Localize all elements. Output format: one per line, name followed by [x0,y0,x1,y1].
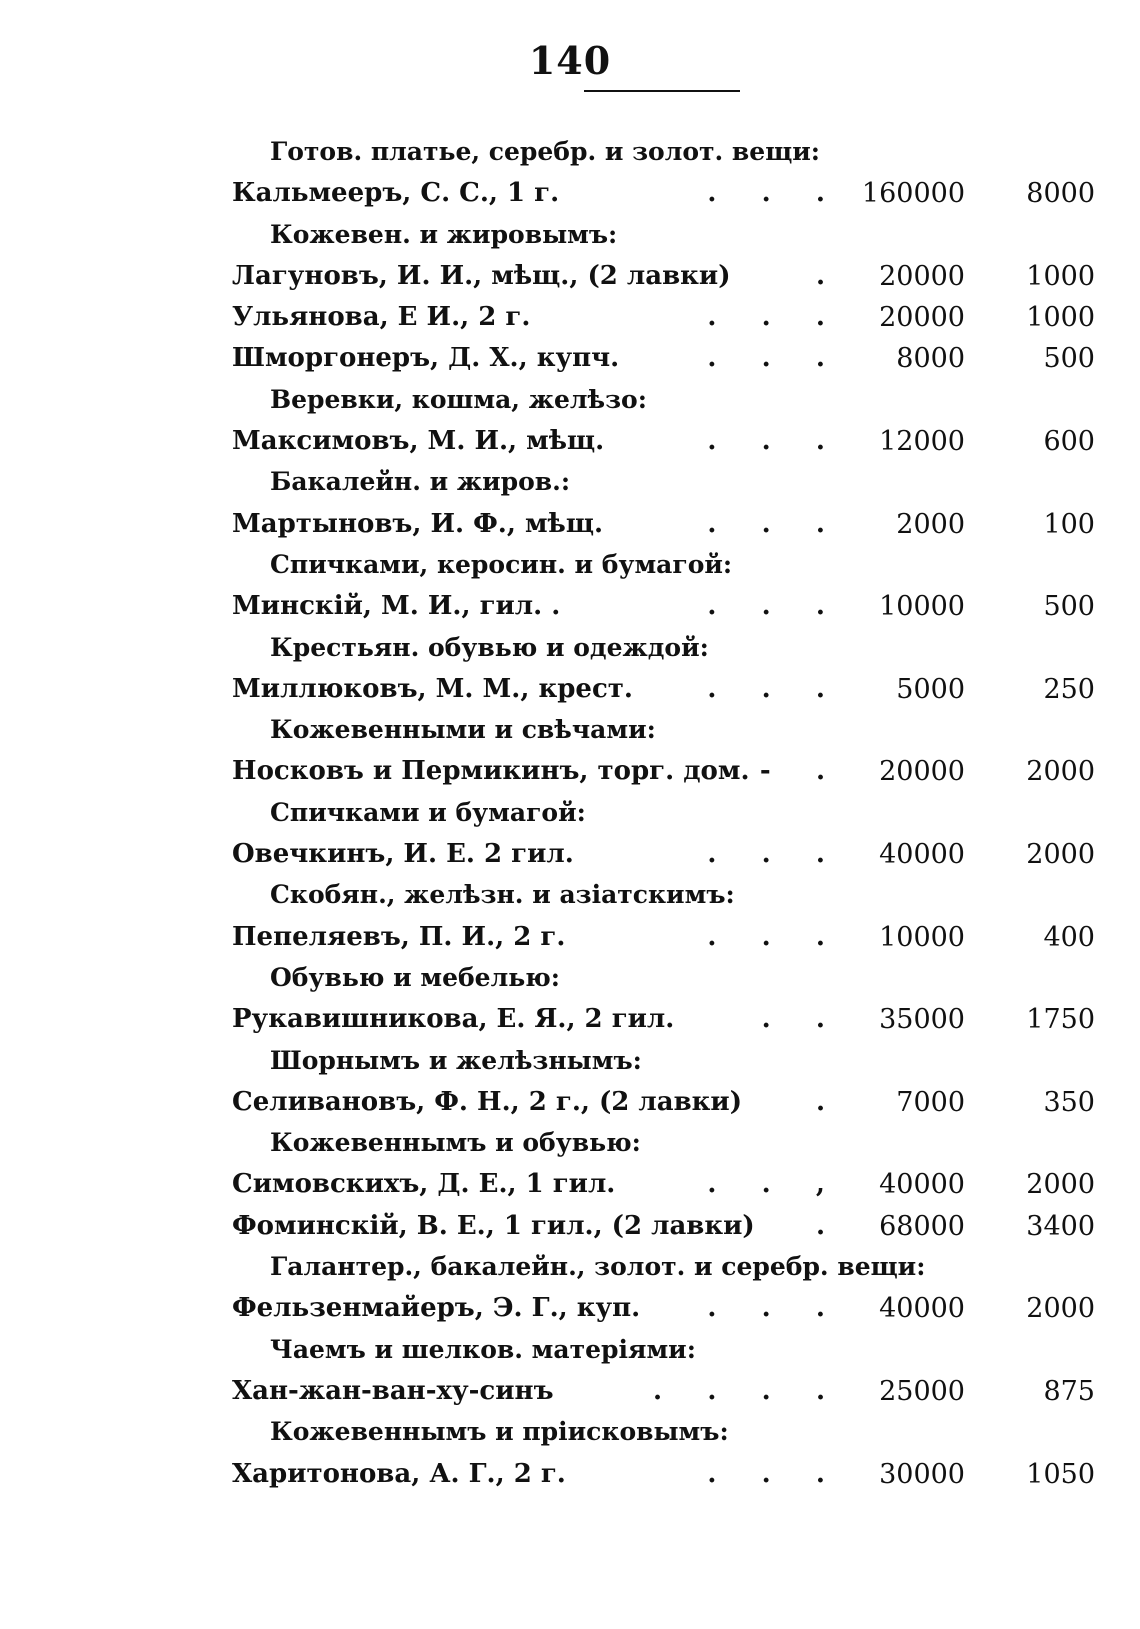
category-heading [0,794,1140,835]
leader-dots: . . . [707,508,825,539]
merchant-name: Минскій, М. И., гил. . [232,591,561,622]
capital-value: 40000 [879,1293,965,1325]
category-label: Скобян., желѣзн. и азіатскимъ: [270,880,735,910]
leader-dots: . . . [707,673,825,704]
merchant-name: Рукавишникова, Е. Я., 2 гил. [232,1004,675,1035]
category-label: Шорнымъ и желѣзнымъ: [270,1045,642,1075]
category-heading [0,381,1140,422]
merchant-name: Хан-жан-ван-ху-синъ [232,1375,554,1406]
merchant-row [0,835,1140,876]
category-label: Галантер., бакалейн., золот. и серебр. вещи: [270,1252,926,1282]
capital-value: 2000 [896,508,965,540]
merchant-name: Симовскихъ, Д. Е., 1 гил. [232,1169,616,1200]
merchant-row [0,298,1140,339]
tax-value: 100 [1043,508,1095,540]
merchant-row [0,1289,1140,1330]
merchant-row [0,339,1140,380]
leader-dots: . [815,1086,825,1117]
tax-value: 2000 [1026,1293,1095,1325]
leader-dots: . . . [707,921,825,952]
merchant-name: Носковъ и Пермикинъ, торг. дом. [232,756,750,787]
capital-value: 30000 [879,1458,965,1490]
merchant-name: Лагуновъ, И. И., мѣщ., (2 лавки) [232,260,731,291]
category-heading [0,1248,1140,1289]
capital-value: 68000 [879,1210,965,1242]
tax-value: 3400 [1026,1210,1095,1242]
category-label: Кожевеннымъ и обувью: [270,1128,641,1158]
leader-dots: . . . [707,1458,825,1489]
merchant-row [0,752,1140,793]
category-heading [0,876,1140,917]
category-label: Обувью и мебелью: [270,962,561,992]
leader-dots: . . . [707,426,825,457]
capital-value: 160000 [861,178,965,210]
capital-value: 7000 [896,1086,965,1118]
merchant-name: Кальмееръ, С. С., 1 г. [232,178,560,209]
tax-value: 350 [1043,1086,1095,1118]
merchant-row [0,505,1140,546]
capital-value: 25000 [879,1375,965,1407]
category-label: Веревки, кошма, желѣзо: [270,384,647,414]
category-label: Кожевеннымъ и пріисковымъ: [270,1417,729,1447]
merchant-name: Шморгонеръ, Д. Х., купч. [232,343,620,374]
leader-dots: . . . [707,343,825,374]
category-heading [0,1042,1140,1083]
leader-dots: . . . [707,839,825,870]
tax-value: 2000 [1026,1169,1095,1201]
category-heading [0,546,1140,587]
merchant-row [0,1083,1140,1124]
merchant-row [0,174,1140,215]
capital-value: 40000 [879,839,965,871]
capital-value: 20000 [879,302,965,334]
category-label: Спичками и бумагой: [270,797,586,827]
tax-value: 250 [1043,673,1095,705]
merchant-row [0,257,1140,298]
leader-dots: . . , [707,1169,825,1200]
merchant-name: Максимовъ, М. И., мѣщ. [232,426,605,457]
leader-dots: . . . . [653,1375,825,1406]
merchant-name: Мартыновъ, И. Ф., мѣщ. [232,508,604,539]
tax-value: 1050 [1026,1458,1095,1490]
capital-value: 10000 [879,591,965,623]
leader-dots: . [815,1210,825,1241]
leader-dots: . . . [707,302,825,333]
capital-value: 10000 [879,921,965,953]
merchant-ledger [0,133,1140,1496]
leader-dots: . . . [707,178,825,209]
leader-dots: . . [761,1004,825,1035]
category-label: Кожевен. и жировымъ: [270,219,618,249]
merchant-row [0,587,1140,628]
merchant-row [0,1455,1140,1496]
merchant-name: Пепеляевъ, П. И., 2 г. [232,921,566,952]
leader-dots: - . [759,756,825,787]
tax-value: 500 [1043,343,1095,375]
category-label: Бакалейн. и жиров.: [270,467,571,497]
leader-dots: . . . [707,591,825,622]
category-heading [0,133,1140,174]
merchant-row [0,918,1140,959]
merchant-row [0,1372,1140,1413]
merchant-row [0,1207,1140,1248]
category-heading [0,1413,1140,1454]
category-label: Готов. платье, серебр. и золот. вещи: [270,137,821,166]
tax-value: 1000 [1026,302,1095,334]
merchant-row [0,1165,1140,1206]
category-heading [0,711,1140,752]
merchant-name: Селивановъ, Ф. Н., 2 г., (2 лавки) [232,1086,743,1117]
tax-value: 2000 [1026,839,1095,871]
category-label: Спичками, керосин. и бумагой: [270,549,733,579]
capital-value: 40000 [879,1169,965,1201]
category-heading [0,1331,1140,1372]
category-label: Кожевенными и свѣчами: [270,715,656,745]
tax-value: 875 [1043,1375,1095,1407]
category-heading [0,959,1140,1000]
tax-value: 1750 [1026,1004,1095,1036]
category-label: Крестьян. обувью и одеждой: [270,632,709,662]
capital-value: 20000 [879,756,965,788]
merchant-row [0,422,1140,463]
category-heading [0,463,1140,504]
tax-value: 400 [1043,921,1095,953]
category-heading [0,1124,1140,1165]
page-number-rule [584,90,740,92]
capital-value: 12000 [879,426,965,458]
category-label: Чаемъ и шелков. матеріями: [270,1334,696,1364]
tax-value: 1000 [1026,260,1095,292]
leader-dots: . . . [707,1293,825,1324]
tax-value: 2000 [1026,756,1095,788]
merchant-row [0,1000,1140,1041]
leader-dots: . [815,260,825,291]
capital-value: 20000 [879,260,965,292]
tax-value: 600 [1043,426,1095,458]
merchant-name: Фоминскій, В. Е., 1 гил., (2 лавки) [232,1210,755,1241]
tax-value: 500 [1043,591,1095,623]
merchant-name: Миллюковъ, М. М., крест. [232,673,633,704]
merchant-name: Фельзенмайеръ, Э. Г., куп. [232,1293,641,1324]
merchant-name: Харитонова, А. Г., 2 г. [232,1458,566,1489]
capital-value: 35000 [879,1004,965,1036]
merchant-name: Ульянова, Е И., 2 г. [232,302,531,333]
category-heading [0,216,1140,257]
tax-value: 8000 [1026,178,1095,210]
capital-value: 5000 [896,673,965,705]
merchant-name: Овечкинъ, И. Е. 2 гил. [232,839,574,870]
category-heading [0,629,1140,670]
merchant-row [0,670,1140,711]
page-number: 140 [528,38,612,83]
capital-value: 8000 [896,343,965,375]
